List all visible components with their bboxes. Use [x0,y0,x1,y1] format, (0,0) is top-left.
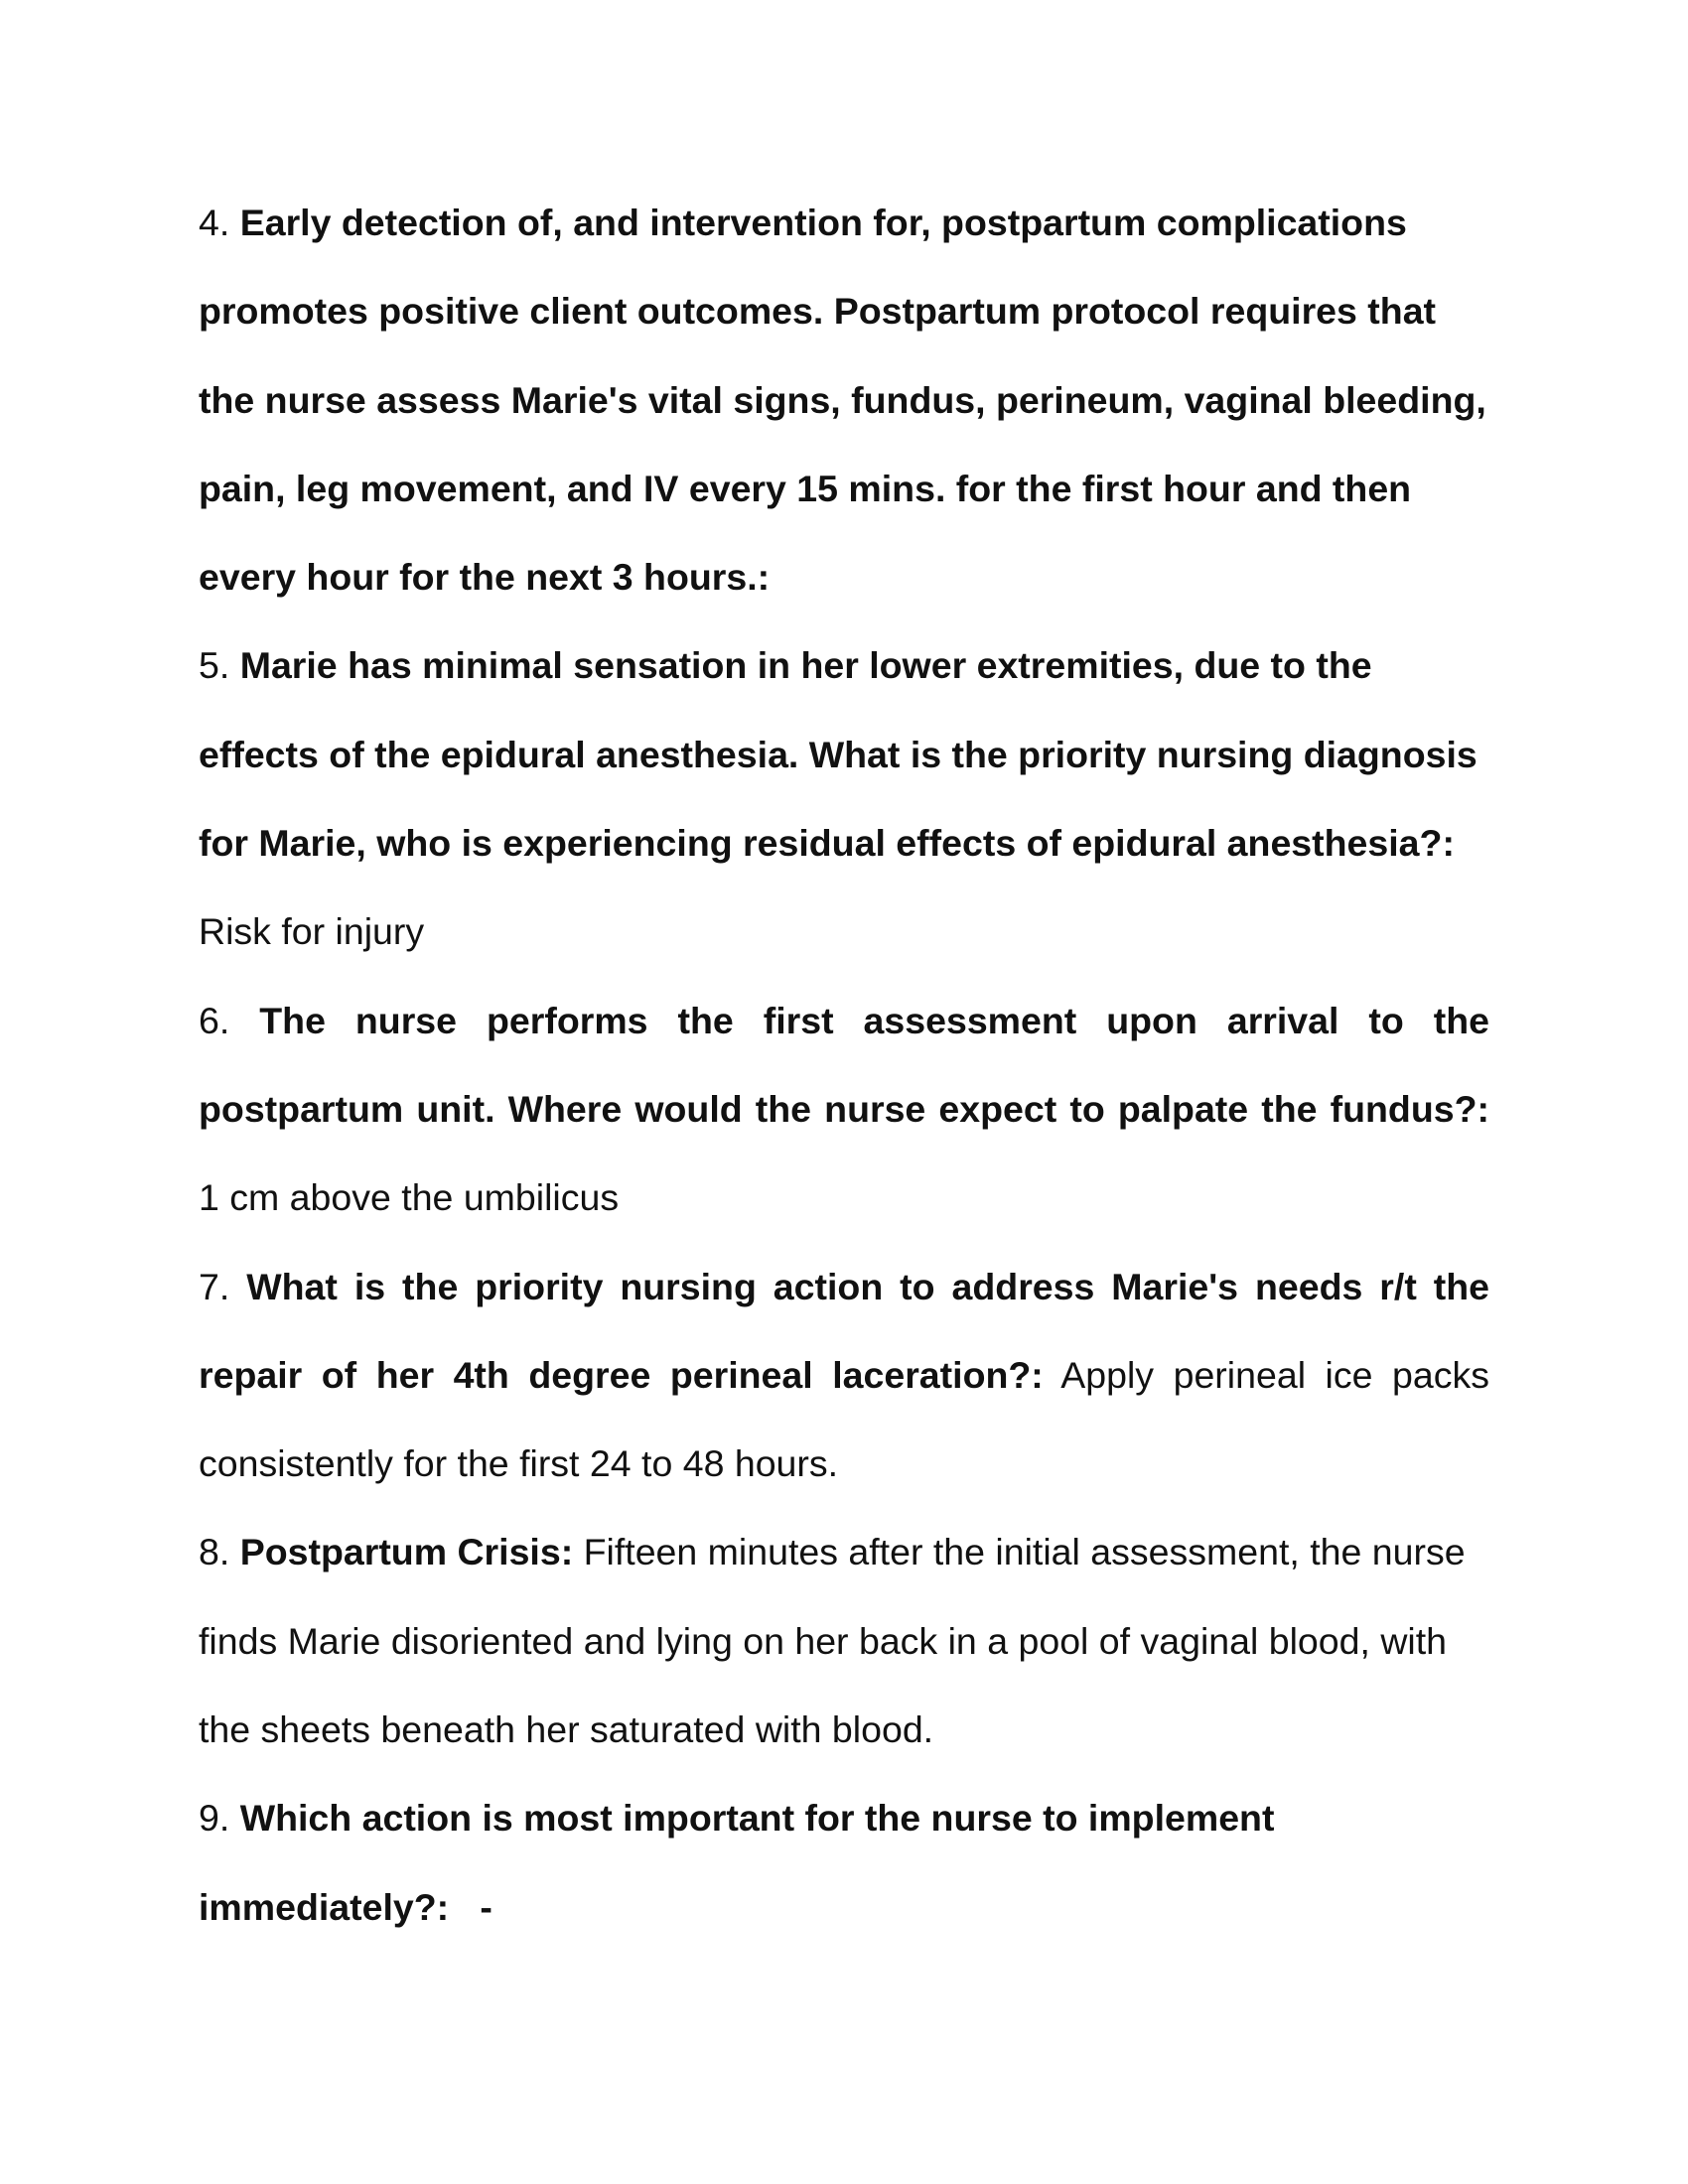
answer-text: Fifteen minutes after the initial assessment, the nurse finds Marie disoriented and lying on her back in a pool of vaginal blood, with the sheets beneath her saturated with blood. [199,1531,1466,1751]
qa-item-4 [199,179,1489,621]
question-text: Which action is most important for the nurse to implement immediately?: [199,1797,1275,1928]
document-page [199,179,1489,1952]
qa-item-6 [199,977,1489,1243]
answer-text: Apply perineal ice packs consistently for the first 24 to 48 hours. [199,1353,1489,1485]
question-text: Marie has minimal sensation in her lower extremities, due to the effects of the epidural anesthesia. What is the priority nursing diagnosis for Marie, who is experiencing residual effects of epidural anesthesia?: [199,644,1477,865]
item-number: 6. [199,999,230,1041]
qa-item-9 [199,1774,1489,1952]
question-text: What is the priority nursing action to address Marie's needs r/t the repair of her 4th degree perineal laceration?: [199,1265,1490,1396]
question-text: The nurse performs the first assessment upon arrival to the postpartum unit. Where would the nurse expect to palpate the fundus?: [199,999,1490,1130]
answer-text: - [480,1885,492,1928]
item-number: 9. [199,1797,230,1840]
question-text: Early detection of, and intervention for, postpartum complications promotes positive client outcomes. Postpartum protocol requires that the nurse assess Marie's vital signs, fundus, perineum, vaginal bleeding, pain, leg movement, and IV every 15 mins. for the first hour and then every hour for the next 3 hours.: [199,202,1486,599]
question-text: Postpartum Crisis: [239,1531,574,1573]
qa-item-8 [199,1508,1489,1774]
item-number: 5. [199,644,230,687]
answer-text: 1 cm above the umbilicus [199,1176,620,1219]
qa-item-7 [199,1243,1489,1509]
item-number: 7. [199,1265,230,1307]
qa-item-5 [199,621,1489,976]
item-number: 4. [199,202,230,243]
item-number: 8. [199,1531,230,1573]
answer-text: Risk for injury [199,910,425,953]
